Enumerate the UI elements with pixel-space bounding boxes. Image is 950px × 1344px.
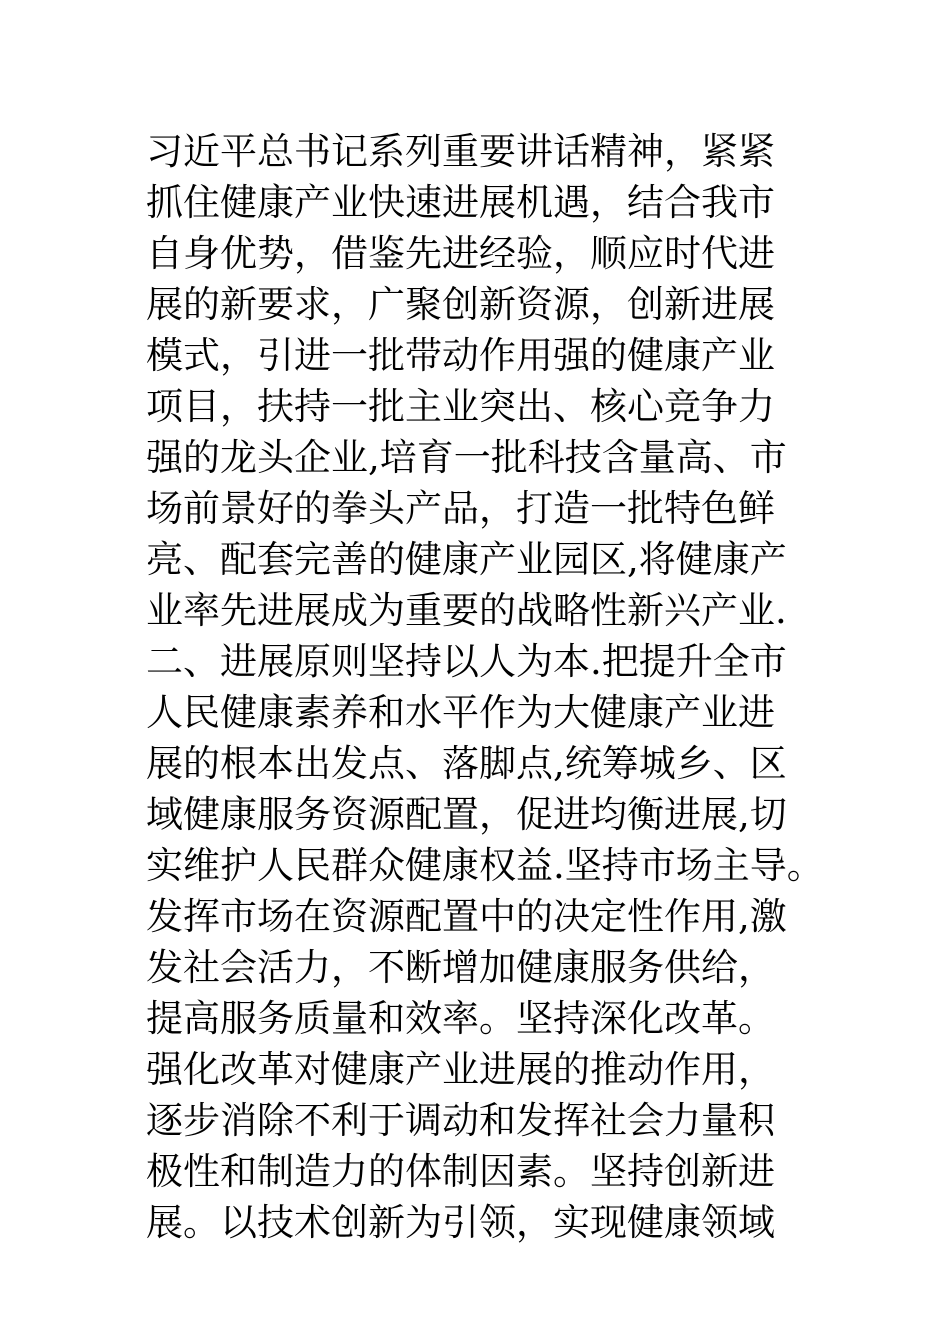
body-text — [146, 126, 846, 1248]
text-line-13: 展的根本出发点、落脚点,统筹城乡、区 — [146, 742, 787, 785]
text-line-4: 展的新要求，广聚创新资源，创新进展 — [146, 283, 775, 326]
text-line-20: 逐步消除不利于调动和发挥社会力量积 — [146, 1099, 775, 1142]
text-line-14: 域健康服务资源配置，促进均衡进展,切 — [146, 793, 787, 836]
text-line-8: 场前景好的拳头产品，打造一批特色鲜 — [146, 487, 775, 530]
text-line-11: 二、进展原则坚持以人为本.把提升全市 — [146, 640, 787, 683]
text-line-18: 提高服务质量和效率。坚持深化改革。 — [146, 997, 775, 1040]
text-line-21: 极性和制造力的体制因素。坚持创新进 — [146, 1150, 775, 1193]
text-line-17: 发社会活力，不断增加健康服务供给， — [146, 946, 775, 989]
text-line-5: 模式，引进一批带动作用强的健康产业 — [146, 334, 775, 377]
text-line-7: 强的龙头企业,培育一批科技含量高、市 — [146, 436, 787, 479]
text-line-3: 自身优势，借鉴先进经验，顺应时代进 — [146, 232, 775, 275]
text-line-16: 发挥市场在资源配置中的决定性作用,激 — [146, 895, 787, 938]
text-line-19: 强化改革对健康产业进展的推动作用， — [146, 1048, 775, 1091]
text-line-2: 抓住健康产业快速进展机遇，结合我市 — [146, 181, 775, 224]
text-line-6: 项目，扶持一批主业突出、核心竞争力 — [146, 385, 775, 428]
text-line-1: 习近平总书记系列重要讲话精神，紧紧 — [146, 130, 775, 173]
text-line-22: 展。以技术创新为引领，实现健康领域 — [146, 1201, 775, 1244]
text-line-12: 人民健康素养和水平作为大健康产业进 — [146, 691, 775, 734]
text-line-9: 亮、配套完善的健康产业园区,将健康产 — [146, 538, 787, 581]
text-line-10: 业率先进展成为重要的战略性新兴产业. — [146, 589, 787, 632]
text-line-15: 实维护人民群众健康权益.坚持市场主导。 — [146, 844, 824, 887]
